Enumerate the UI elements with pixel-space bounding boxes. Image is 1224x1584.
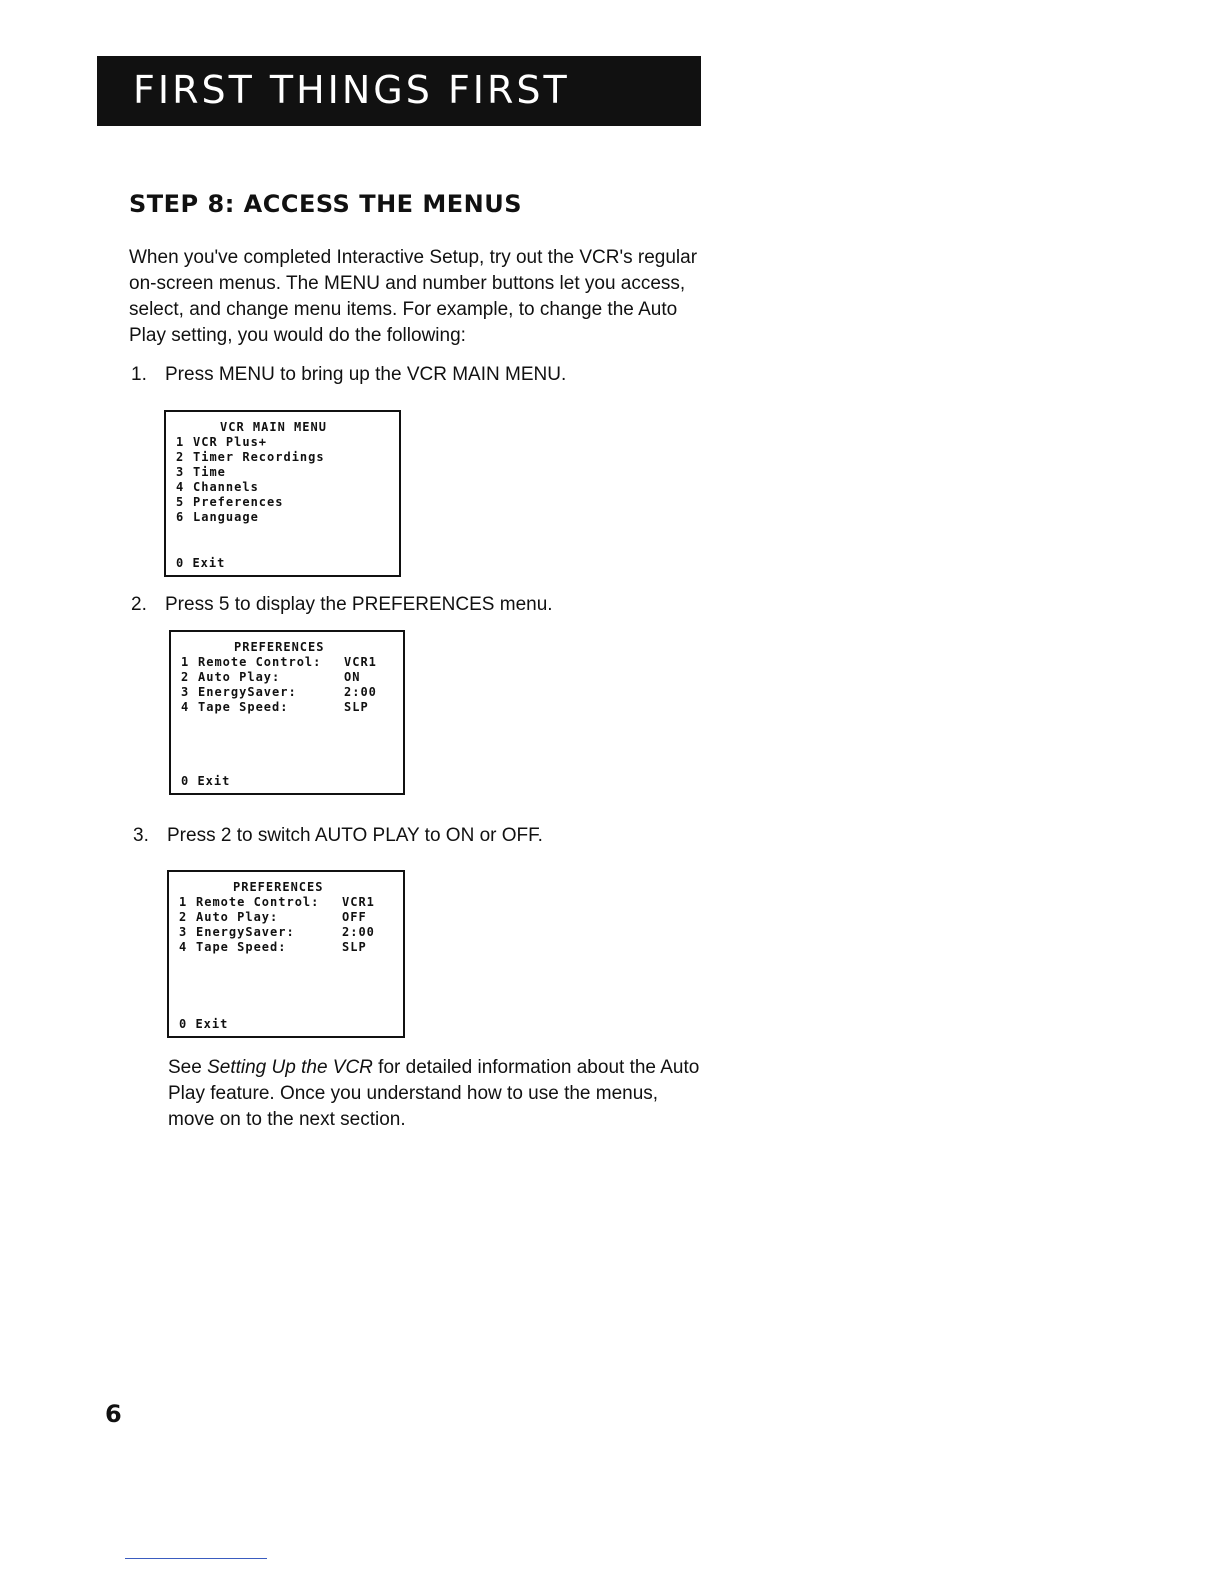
menu-item: 2 Auto Play: OFF — [179, 910, 367, 924]
menu-item: 5 Preferences — [176, 495, 284, 509]
step-text: Press MENU to bring up the VCR MAIN MENU. — [165, 364, 567, 385]
preferences-screen-auto-play-off — [167, 870, 405, 1038]
menu-items — [181, 655, 377, 715]
menu-items — [176, 435, 325, 525]
step-3 — [133, 823, 543, 849]
cross-reference: Setting Up the VCR — [207, 1057, 373, 1078]
screen-title: PREFERENCES — [234, 640, 325, 654]
menu-item: 2 Timer Recordings — [176, 450, 325, 464]
vcr-main-menu-screen — [164, 410, 401, 577]
step-number: 1. — [131, 364, 147, 385]
menu-items — [179, 895, 375, 955]
screen-title: VCR MAIN MENU — [220, 420, 327, 434]
step-text: Press 5 to display the PREFERENCES menu. — [165, 594, 553, 615]
step-number: 2. — [131, 594, 147, 615]
footer-rule — [125, 1558, 267, 1559]
exit-option: 0 Exit — [179, 1017, 229, 1031]
page-number: 6 — [105, 1400, 122, 1428]
menu-item: 3 EnergySaver: 2:00 — [181, 685, 377, 699]
exit-option: 0 Exit — [181, 774, 231, 788]
screen-title: PREFERENCES — [233, 880, 324, 894]
menu-item: 3 Time — [176, 465, 226, 479]
section-banner — [97, 56, 701, 126]
exit-option: 0 Exit — [176, 556, 226, 570]
step-text: Press 2 to switch AUTO PLAY to ON or OFF. — [167, 825, 543, 846]
preferences-screen-auto-play-on — [169, 630, 405, 795]
step-2 — [131, 592, 553, 618]
menu-item: 1 VCR Plus+ — [176, 435, 268, 449]
menu-item: 4 Tape Speed: SLP — [181, 700, 369, 714]
menu-item: 4 Channels — [176, 480, 259, 494]
step-heading: STEP 8: ACCESS THE MENUS — [129, 190, 523, 218]
menu-item: 2 Auto Play: ON — [181, 670, 361, 684]
step-number: 3. — [133, 825, 149, 846]
menu-item: 4 Tape Speed: SLP — [179, 940, 367, 954]
intro-paragraph: When you've completed Interactive Setup, try out the VCR's regular on-screen menus. The MENU and number buttons let you access, select, and change menu items. For example, to change the Auto Play setting, you would do the following: — [129, 247, 698, 346]
banner-title: FIRST THINGS FIRST — [133, 68, 570, 112]
outro-paragraph: See Setting Up the VCR for detailed information about the Auto Play feature. Once you understand how to use the menus, move on to the next section. — [168, 1057, 700, 1130]
menu-item: 3 EnergySaver: 2:00 — [179, 925, 375, 939]
menu-item: 6 Language — [176, 510, 259, 524]
menu-item: 1 Remote Control: VCR1 — [179, 895, 375, 909]
step-1 — [131, 362, 566, 388]
menu-item: 1 Remote Control: VCR1 — [181, 655, 377, 669]
